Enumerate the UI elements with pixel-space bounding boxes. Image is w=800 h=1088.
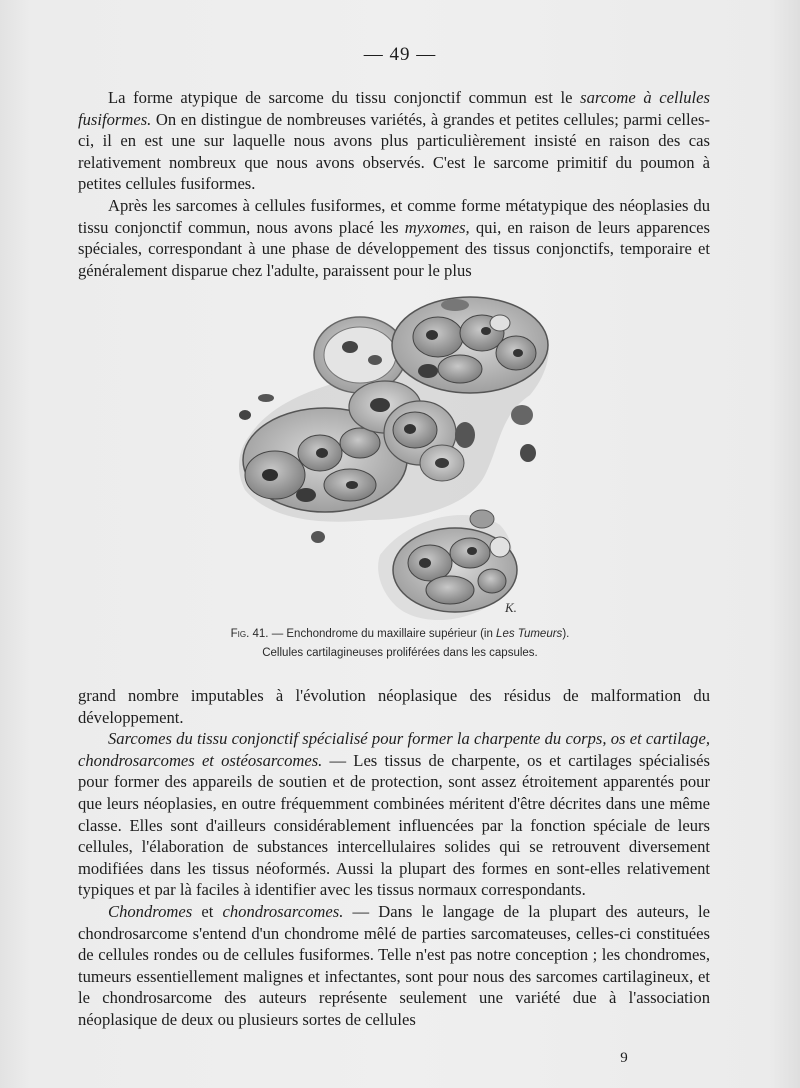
paragraph-myxomes: Après les sarcomes à cellules fusiformes, et comme forme métatypique des néoplasies du tissu conjonctif commun, nous avons placé les myxomes, qui, en raison de leurs apparences spéciales, correspondant à une phase de développement des tissus conjonctifs, temporaire et généralement disparue chez l'adulte, paraissent pour le plus — [78, 195, 711, 280]
figure-caption-line1: Fig. 41. — Enchondrome du maxillaire supérieur (in Les Tumeurs). — [230, 628, 570, 640]
page-number-bottom: 9 — [620, 1050, 628, 1066]
paragraph-sarcome-fusiformes: La forme atypique de sarcome du tissu conjonctif commun est le sarcome à cellules fusiformes. On en distingue de nombreuses variétés, à grandes et petites cellules; parmi celles-ci, il en est une sur laquelle nous avons plus particulièrement insisté en raison des cas relativement nombreux que nous avons observés. C'est le sarcome primitif du poumon à petites cellules fusiformes. — [78, 88, 710, 194]
page-number-top: — 49 — — [363, 44, 437, 65]
paragraph-sarcomes-charpente: Sarcomes du tissu conjonctif spécialisé pour former la charpente du corps, os et cartilage, chondrosarcomes et ostéosarcomes. — Les tissus de charpente, os et cartilages spécialisés pour former des appareils de soutien et de protection, sont assez étroitement apparentés pour que leurs néoplasies, en outre fréquemment combinées méritent d'être décrites dans une même classe. Elles sont d'ailleurs considérablement influencées par la fonction spéciale de leurs cellules, l'élaboration de substances intercellulaires solides qui se retrouvent diversement modifiées dans les tissus néoformés. Aussi la plupart des formes en sont-elles relativement typiques et par là faciles à identifier avec les tissus normaux correspondants. — [78, 729, 710, 900]
text-block-bottom — [78, 685, 710, 1031]
figure-caption-line2: Cellules cartilagineuses proliférées dans les capsules. — [262, 647, 538, 659]
text-block-top — [78, 87, 710, 281]
figure-enchondrome-illustration — [210, 285, 585, 680]
cartilage-cells-drawing — [210, 285, 585, 680]
figure-signature: K. — [505, 600, 517, 615]
figure-label: Fig. 41. — [230, 628, 269, 640]
figure-caption — [190, 625, 610, 663]
paragraph-continuation: grand nombre imputables à l'évolution néoplasique des résidus de malformation du développement. — [78, 686, 710, 727]
paragraph-chondromes: Chondromes et chondrosarcomes. — Dans le langage de la plupart des auteurs, le chondrosarcome s'entend d'un chondrome mêlé de parties sarcomateuses, celles-ci constituées de cellules rondes ou de cellules fusiformes. Telle n'est pas notre conception ; les chondromes, tumeurs essentiellement malignes et infectantes, sont pour nous des sarcomes cartilagineux, et le chondrosarcome des auteurs représente seulement une variété due à l'association néoplasique de deux ou plusieurs sortes de cellules — [78, 901, 710, 1029]
